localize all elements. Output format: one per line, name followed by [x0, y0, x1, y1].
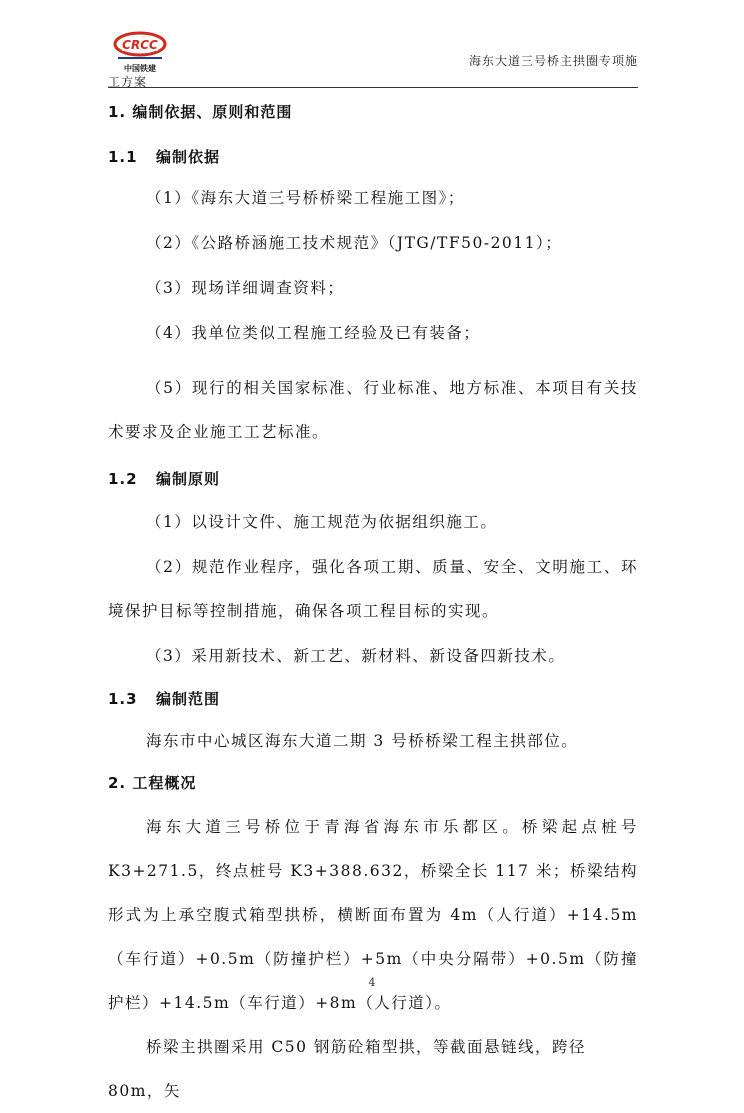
section-1-heading: 1. 编制依据、原则和范围 [108, 103, 293, 121]
logo-caption: 中国铁建 [124, 64, 156, 73]
section-1-3-number: 1.3 [108, 690, 138, 708]
overview-paragraph-2: 桥梁主拱圈采用 C50 钢筋砼箱型拱，等截面悬链线，跨径 80m，矢 [108, 1038, 586, 1100]
section-1-2-title: 编制原则 [156, 470, 221, 488]
section-1-1-title: 编制依据 [156, 148, 221, 166]
header-title-continuation: 工方案 [108, 75, 148, 89]
section-1-1-number: 1.1 [108, 148, 138, 166]
page-number: 4 [368, 976, 376, 989]
page-header [108, 28, 638, 89]
principle-item-3: （3）采用新技术、新工艺、新材料、新设备四新技术。 [146, 647, 566, 665]
header-title: 海东大道三号桥主拱圈专项施 [468, 54, 638, 68]
scope-text: 海东市中心城区海东大道二期 3 号桥桥梁工程主拱部位。 [146, 732, 579, 750]
section-1-2-number: 1.2 [108, 470, 138, 488]
logo-letters: CRCC [122, 38, 158, 52]
header-divider [108, 87, 638, 88]
basis-item-5: （5）现行的相关国家标准、行业标准、地方标准、本项目有关技术要求及企业施工工艺标准。 [108, 379, 638, 441]
section-1-2-heading [108, 467, 638, 491]
section-1-1-heading [108, 145, 638, 169]
basis-item-2: （2）《公路桥涵施工技术规范》（JTG/TF50-2011）； [146, 234, 563, 252]
document-body [108, 96, 638, 1113]
crcc-logo [112, 30, 168, 74]
basis-item-1: （1）《海东大道三号桥桥梁工程施工图》； [146, 189, 465, 207]
basis-item-4: （4）我单位类似工程施工经验及已有装备； [146, 324, 481, 342]
section-1-3-title: 编制范围 [156, 690, 221, 708]
basis-item-3: （3）现场详细调查资料； [146, 279, 345, 297]
section-2-heading: 2. 工程概况 [108, 774, 197, 792]
section-1-3-heading [108, 687, 638, 711]
crcc-logo-icon [112, 30, 168, 74]
principle-item-1: （1）以设计文件、施工规范为依据组织施工。 [146, 513, 498, 531]
overview-paragraph-1: 海东大道三号桥位于青海省海东市乐都区。桥梁起点桩号 K3+271.5，终点桩号 K3+388.632，桥梁全长 117 米；桥梁结构形式为上承空腹式箱型拱桥，横断面布置为 4m（人行道）+14.5m（车行道）+0.5m（防撞护栏）+5m（中央分隔带）+0.5m（防撞护栏）+14.5m（车行道）+8m（人行道）。 [108, 818, 638, 1012]
principle-item-2: （2）规范作业程序，强化各项工期、质量、安全、文明施工、环境保护目标等控制措施，确保各项工程目标的实现。 [108, 558, 638, 620]
